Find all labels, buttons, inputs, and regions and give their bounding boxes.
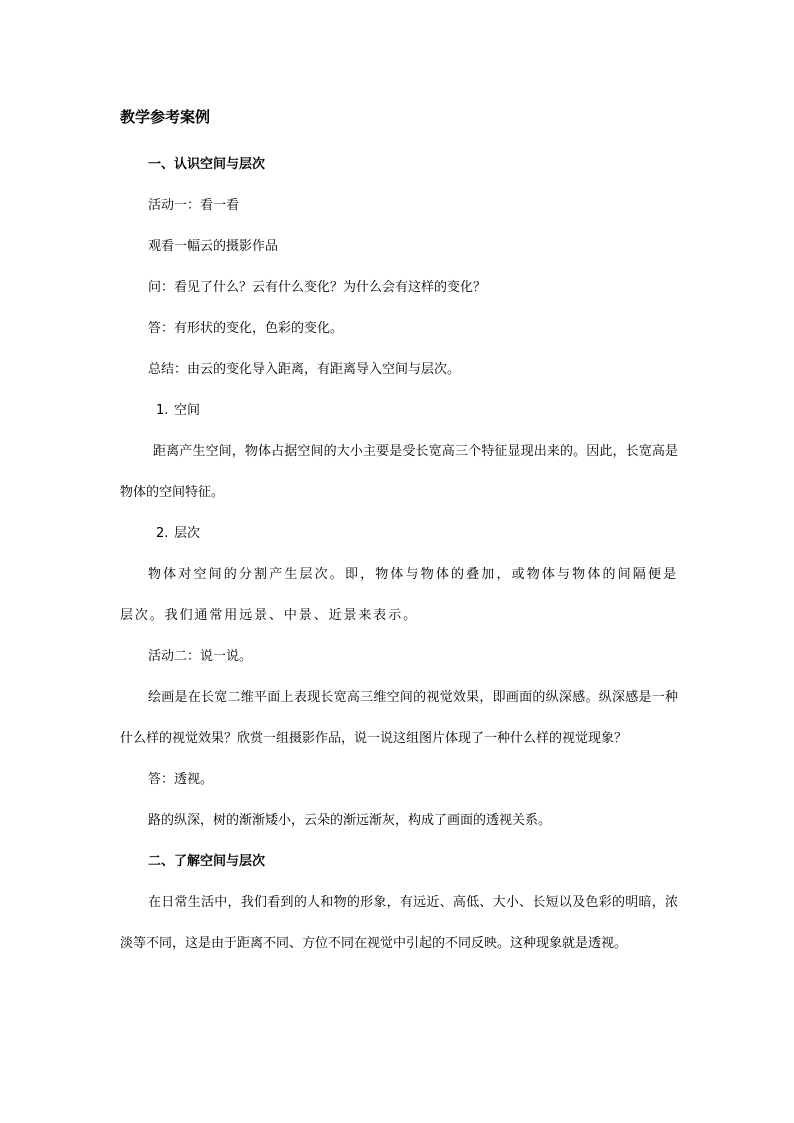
daily-life-paragraph: 在日常生活中，我们看到的人和物的形象，有远近、高低、大小、长短以及色彩的明暗，浓淡等不同，这是由于距离不同、方位不同在视觉中引起的不同反映。这种现象就是透视。 xyxy=(120,895,678,951)
numbered-item-layer xyxy=(120,513,678,554)
summary: 总结：由云的变化导入距离，有距离导入空间与层次。 xyxy=(148,362,461,377)
document-body xyxy=(120,104,678,964)
answer2: 答：透视。 xyxy=(148,772,214,787)
activity1-label: 活动一：看一看 xyxy=(148,198,240,213)
painting-paragraph: 绘画是在长宽二维平面上表现长宽高三维空间的视觉效果，即画面的纵深感。纵深感是一种什么样的视觉效果？欣赏一组摄影作品，说一说这组图片体现了一种什么样的视觉现象？ xyxy=(120,690,678,746)
document-title: 教学参考案例 xyxy=(120,108,211,126)
watch-instruction: 观看一幅云的摄影作品 xyxy=(148,239,279,254)
question1: 问：看见了什么？云有什么变化？为什么会有这样的变化？ xyxy=(148,280,487,295)
answer1: 答：有形状的变化，色彩的变化。 xyxy=(148,321,344,336)
section1-heading: 一、认识空间与层次 xyxy=(148,157,266,172)
section2-heading: 二、了解空间与层次 xyxy=(148,854,266,869)
numbered-item-space xyxy=(120,390,678,431)
layer-paragraph: 物体对空间的分割产生层次。即，物体与物体的叠加，或物体与物体的间隔便是层次。我们通常用远景、中景、近景来表示。 xyxy=(120,567,678,623)
item1-number: 1. xyxy=(156,403,169,418)
activity2-label: 活动二：说一说。 xyxy=(148,649,253,664)
item2-label: 层次 xyxy=(174,526,201,541)
item1-label: 空间 xyxy=(174,403,201,418)
road-paragraph: 路的纵深，树的渐渐矮小，云朵的渐远渐灰，构成了画面的透视关系。 xyxy=(148,813,552,828)
space-paragraph: 距离产生空间，物体占据空间的大小主要是受长宽高三个特征显现出来的。因此，长宽高是物体的空间特征。 xyxy=(120,444,678,500)
item2-number: 2. xyxy=(156,526,169,541)
